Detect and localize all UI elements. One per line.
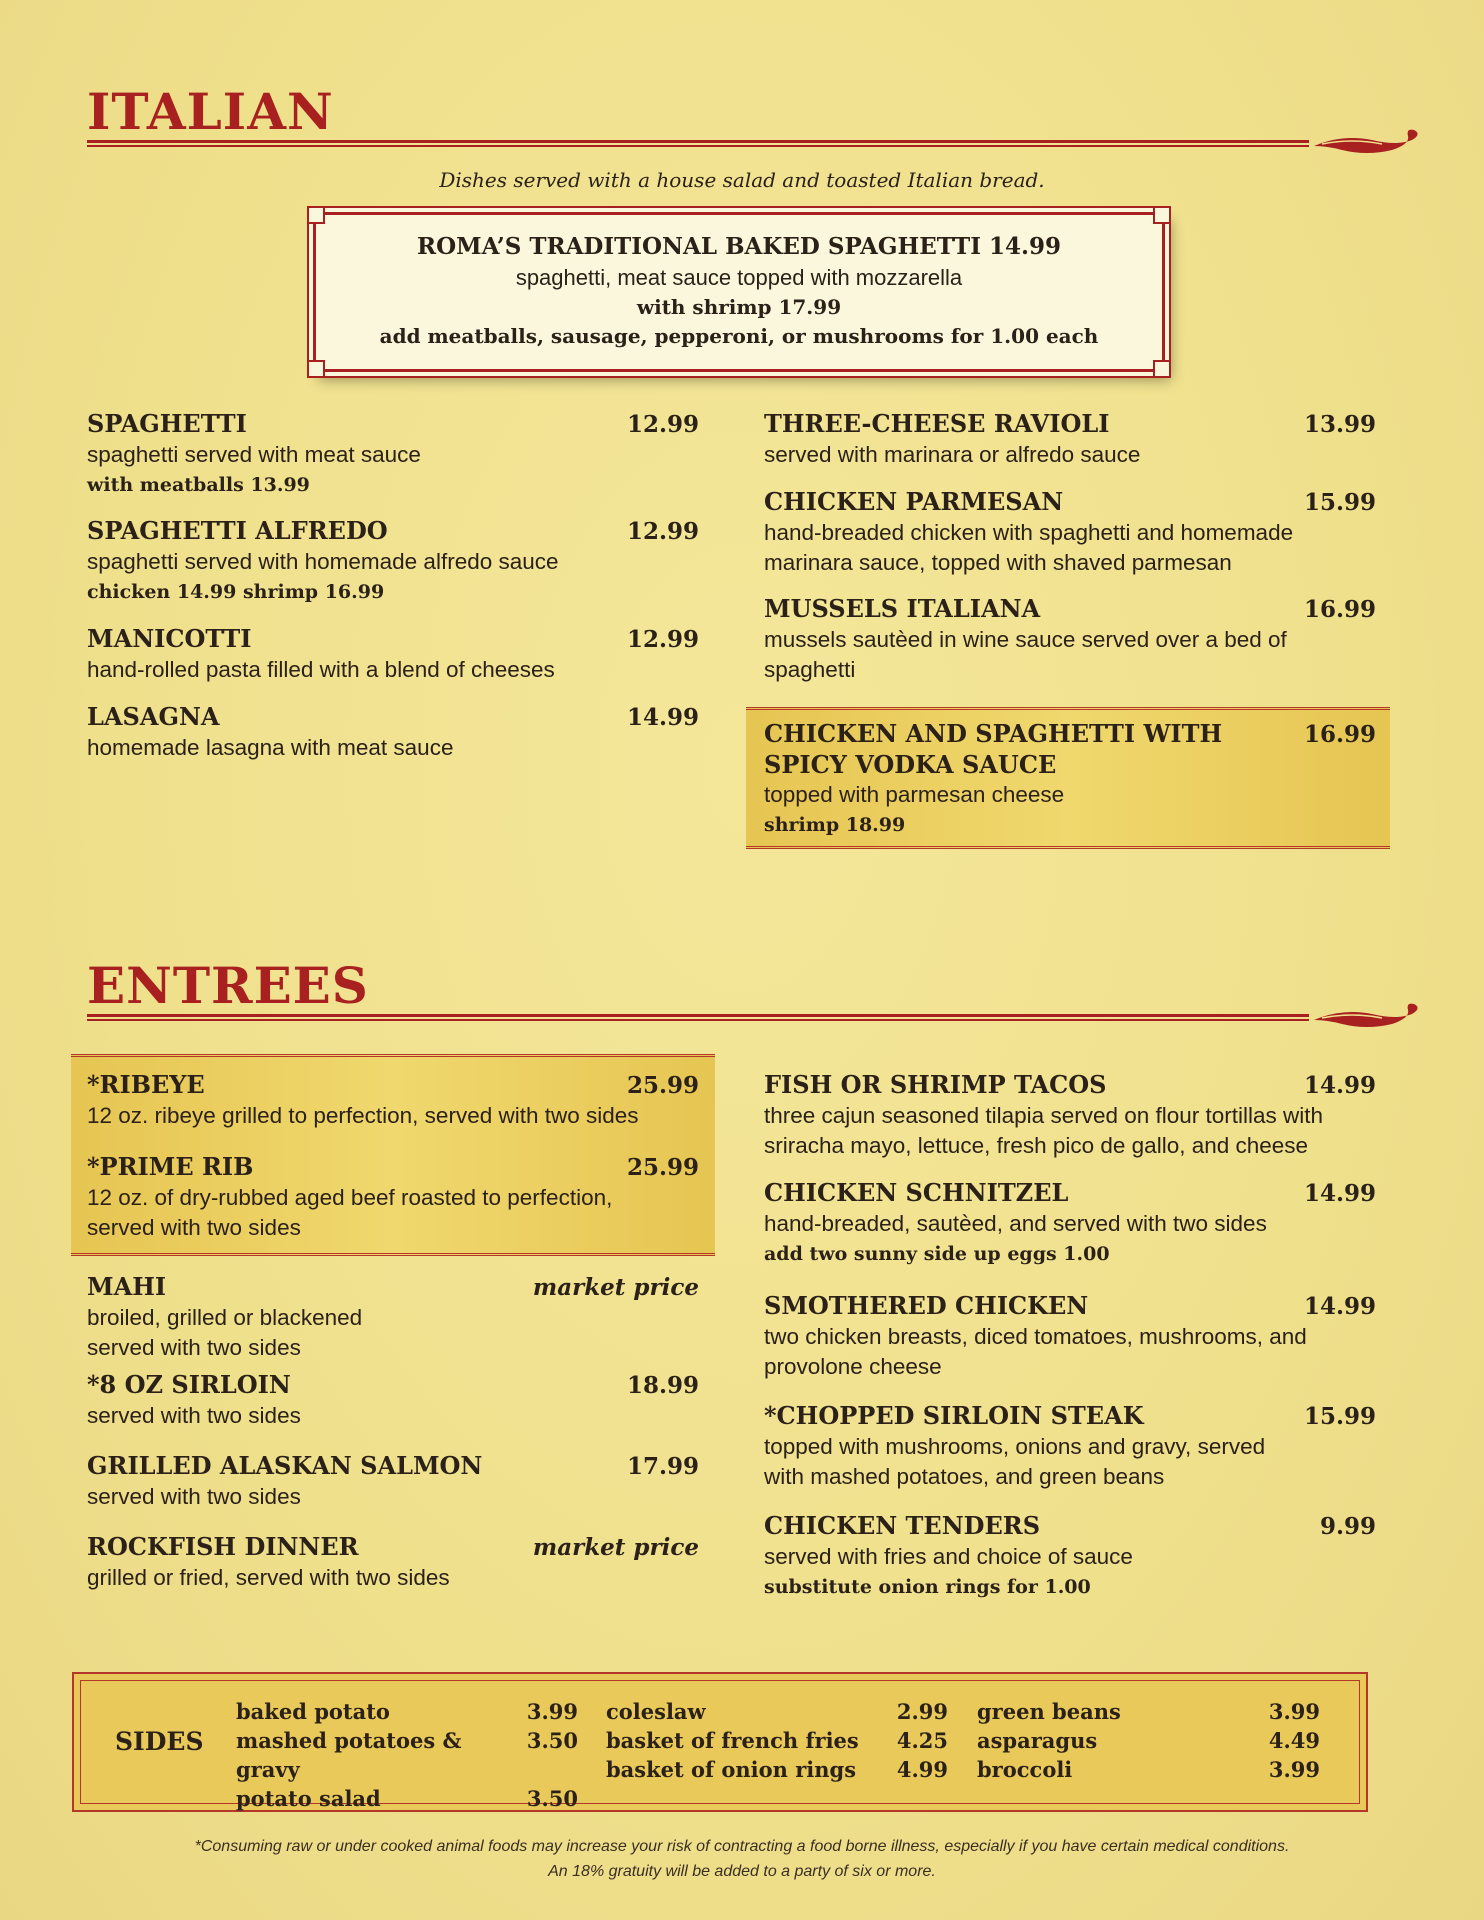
side-item xyxy=(236,1726,578,1784)
side-name: basket of french fries xyxy=(606,1728,859,1753)
item-desc-line2: marinara sauce, topped with shaved parmesan xyxy=(764,550,1232,575)
item-extra: chicken 14.99 shrimp 16.99 xyxy=(87,581,385,603)
item-name: LASAGNA xyxy=(87,702,220,731)
item-desc-line2: sriracha mayo, lettuce, fresh pico de gallo, and cheese xyxy=(764,1133,1309,1158)
item-desc-line2: with mashed potatoes, and green beans xyxy=(764,1464,1165,1489)
item-price: 13.99 xyxy=(1303,411,1376,438)
featured-addons: add meatballs, sausage, pepperoni, or mushrooms for 1.00 each xyxy=(379,324,1099,348)
menu-item xyxy=(87,1152,699,1243)
item-desc: broiled, grilled or blackened xyxy=(87,1305,363,1330)
side-item xyxy=(236,1697,578,1726)
item-name: CHICKEN TENDERS xyxy=(764,1511,1041,1540)
item-name: *CHOPPED SIRLOIN STEAK xyxy=(764,1401,1144,1430)
item-name: SMOTHERED CHICKEN xyxy=(764,1291,1089,1320)
item-desc: topped with mushrooms, onions and gravy, served xyxy=(764,1434,1266,1459)
item-extra: with meatballs 13.99 xyxy=(87,474,310,496)
item-price: 14.99 xyxy=(1303,1180,1376,1207)
item-price: 16.99 xyxy=(1303,721,1376,748)
italian-intro: Dishes served with a house salad and toasted Italian bread. xyxy=(439,168,1045,192)
side-name: coleslaw xyxy=(606,1699,706,1724)
side-name: asparagus xyxy=(977,1728,1098,1753)
side-item xyxy=(606,1697,948,1726)
item-name: *RIBEYE xyxy=(87,1070,205,1099)
entrees-title: ENTREES xyxy=(87,956,369,1015)
item-price: 25.99 xyxy=(626,1154,699,1181)
item-name-line2: SPICY VODKA SAUCE xyxy=(764,750,1057,779)
item-name: MAHI xyxy=(87,1272,167,1301)
side-item xyxy=(977,1755,1320,1784)
footer-disclaimer: *Consuming raw or under cooked animal foods may increase your risk of contracting a food borne illness, especially if you have certain medical conditions. xyxy=(194,1838,1290,1855)
item-name: FISH OR SHRIMP TACOS xyxy=(764,1070,1107,1099)
corner-ornament xyxy=(307,360,325,378)
featured-title: ROMA’S TRADITIONAL BAKED SPAGHETTI 14.99 xyxy=(416,233,1062,260)
item-price: 12.99 xyxy=(626,518,699,545)
item-desc-line2: spaghetti xyxy=(764,657,856,682)
side-name: green beans xyxy=(977,1699,1121,1724)
item-desc: served with fries and choice of sauce xyxy=(764,1544,1133,1569)
italian-title: ITALIAN xyxy=(87,82,334,141)
menu-item xyxy=(764,487,1376,578)
featured-desc: spaghetti, meat sauce topped with mozzarella xyxy=(515,265,963,290)
menu-item xyxy=(87,624,699,685)
side-price: 3.50 xyxy=(526,1786,578,1811)
item-price: 18.99 xyxy=(626,1372,699,1399)
item-desc: hand-breaded, sautèed, and served with two sides xyxy=(764,1211,1267,1236)
item-price: 12.99 xyxy=(626,626,699,653)
item-extra: add two sunny side up eggs 1.00 xyxy=(764,1243,1110,1265)
item-desc-line2: provolone cheese xyxy=(764,1354,942,1379)
menu-item xyxy=(87,409,699,500)
side-name: potato salad xyxy=(236,1786,381,1811)
menu-item xyxy=(764,719,1376,840)
item-price: 16.99 xyxy=(1303,596,1376,623)
item-name: CHICKEN SCHNITZEL xyxy=(764,1178,1069,1207)
corner-ornament xyxy=(1153,206,1171,224)
menu-item xyxy=(764,409,1376,470)
item-price: 14.99 xyxy=(626,704,699,731)
item-name: THREE-CHEESE RAVIOLI xyxy=(764,409,1110,438)
item-price: 15.99 xyxy=(1303,489,1376,516)
item-name: SPAGHETTI ALFREDO xyxy=(87,516,388,545)
item-desc: spaghetti served with meat sauce xyxy=(87,442,421,467)
item-desc: topped with parmesan cheese xyxy=(764,782,1065,807)
side-item xyxy=(977,1697,1320,1726)
item-name: GRILLED ALASKAN SALMON xyxy=(87,1451,483,1480)
side-name: basket of onion rings xyxy=(606,1757,857,1782)
flourish-ornament xyxy=(1312,124,1422,160)
item-desc: 12 oz. of dry-rubbed aged beef roasted to perfection, xyxy=(87,1185,613,1210)
item-desc: hand-rolled pasta filled with a blend of cheeses xyxy=(87,657,555,682)
item-desc: three cajun seasoned tilapia served on flour tortillas with xyxy=(764,1103,1324,1128)
menu-item xyxy=(764,1291,1376,1382)
side-item xyxy=(606,1755,948,1784)
item-price: 9.99 xyxy=(1319,1513,1376,1540)
flourish-ornament xyxy=(1312,998,1422,1034)
item-desc: hand-breaded chicken with spaghetti and homemade xyxy=(764,520,1294,545)
item-desc: served with two sides xyxy=(87,1484,301,1509)
menu-item xyxy=(764,1178,1376,1269)
italian-rule xyxy=(87,140,1309,147)
side-price: 4.99 xyxy=(896,1757,948,1782)
item-price: market price xyxy=(532,1534,699,1561)
side-item xyxy=(236,1784,578,1813)
side-price: 3.99 xyxy=(526,1699,578,1724)
item-name: MUSSELS ITALIANA xyxy=(764,594,1041,623)
side-name: broccoli xyxy=(977,1757,1073,1782)
menu-item xyxy=(87,1451,699,1512)
item-desc: mussels sautèed in wine sauce served over a bed of xyxy=(764,627,1287,652)
item-desc-line2: served with two sides xyxy=(87,1215,301,1240)
item-name: SPAGHETTI xyxy=(87,409,247,438)
menu-item xyxy=(87,1532,699,1593)
sides-column xyxy=(606,1697,948,1784)
item-name: CHICKEN AND SPAGHETTI WITH xyxy=(764,719,1223,748)
featured-dish-box xyxy=(313,212,1165,372)
item-price: 17.99 xyxy=(626,1453,699,1480)
menu-item xyxy=(764,1070,1376,1161)
item-desc: 12 oz. ribeye grilled to perfection, served with two sides xyxy=(87,1103,639,1128)
side-item xyxy=(977,1726,1320,1755)
side-item xyxy=(606,1726,948,1755)
menu-item xyxy=(764,1511,1376,1602)
item-name: MANICOTTI xyxy=(87,624,252,653)
item-price: 12.99 xyxy=(626,411,699,438)
corner-ornament xyxy=(1153,360,1171,378)
featured-extra: with shrimp 17.99 xyxy=(636,295,842,319)
item-name: *PRIME RIB xyxy=(87,1152,254,1181)
menu-item xyxy=(764,1401,1376,1492)
item-name: *8 OZ SIRLOIN xyxy=(87,1370,291,1399)
item-desc: spaghetti served with homemade alfredo sauce xyxy=(87,549,559,574)
side-price: 2.99 xyxy=(896,1699,948,1724)
side-price: 4.25 xyxy=(896,1728,948,1753)
side-price: 3.50 xyxy=(526,1728,578,1753)
menu-item xyxy=(764,594,1376,685)
item-desc: two chicken breasts, diced tomatoes, mushrooms, and xyxy=(764,1324,1307,1349)
side-name: mashed potatoes & gravy xyxy=(236,1728,462,1782)
side-price: 3.99 xyxy=(1268,1757,1320,1782)
menu-item xyxy=(87,516,699,607)
item-extra: substitute onion rings for 1.00 xyxy=(764,1576,1091,1598)
item-name: CHICKEN PARMESAN xyxy=(764,487,1064,516)
item-desc: grilled or fried, served with two sides xyxy=(87,1565,450,1590)
side-price: 3.99 xyxy=(1268,1699,1320,1724)
item-price: 14.99 xyxy=(1303,1072,1376,1099)
corner-ornament xyxy=(307,206,325,224)
side-price: 4.49 xyxy=(1268,1728,1320,1753)
menu-item xyxy=(87,1272,699,1363)
item-price: market price xyxy=(532,1274,699,1301)
item-price: 25.99 xyxy=(626,1072,699,1099)
sides-column xyxy=(977,1697,1320,1784)
item-desc: served with two sides xyxy=(87,1403,301,1428)
footer-gratuity: An 18% gratuity will be added to a party of six or more. xyxy=(548,1863,936,1880)
menu-item xyxy=(87,702,699,763)
sides-column xyxy=(236,1697,578,1813)
item-name: ROCKFISH DINNER xyxy=(87,1532,359,1561)
item-price: 15.99 xyxy=(1303,1403,1376,1430)
item-extra: shrimp 18.99 xyxy=(764,814,906,836)
sides-label: SIDES xyxy=(115,1727,204,1756)
item-price: 14.99 xyxy=(1303,1293,1376,1320)
item-desc: served with marinara or alfredo sauce xyxy=(764,442,1141,467)
entrees-rule xyxy=(87,1014,1309,1021)
item-desc-line2: served with two sides xyxy=(87,1335,301,1360)
item-desc: homemade lasagna with meat sauce xyxy=(87,735,454,760)
side-name: baked potato xyxy=(236,1699,390,1724)
menu-item xyxy=(87,1370,699,1431)
menu-item xyxy=(87,1070,699,1131)
